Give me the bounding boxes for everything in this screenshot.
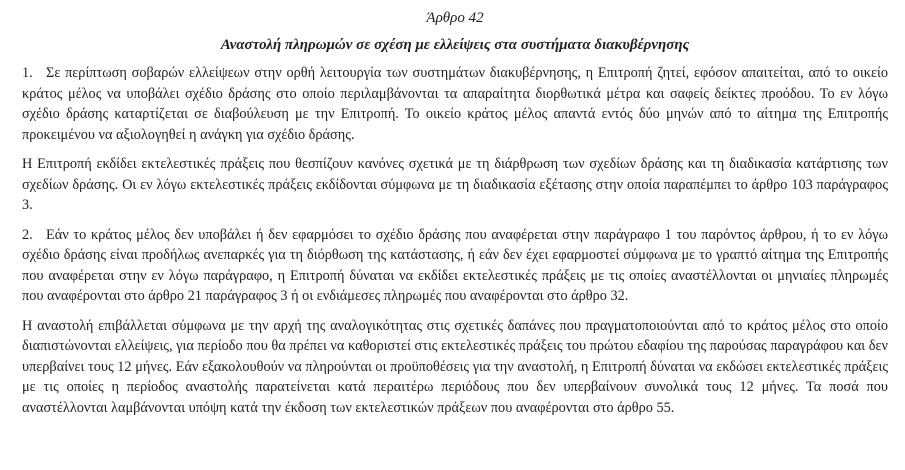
paragraph-text: Σε περίπτωση σοβαρών ελλείψεων στην ορθή λειτουργία των συστημάτων διακυβέρνησης, η Επιτροπή ζητεί, εφόσον απαιτείται, από το οικείο κράτος μέλος να υποβάλει σχέδιο δράσης στο οποίο περιλαμβάνονται τα απαραίτητα διορθωτικά μέτρα και σαφείς δείκτες προόδου. Το εν λόγω σχέδιο δράσης καταρτίζεται σε διαβούλευση με την Επιτροπή. Το οικείο κράτος μέλος απαντά εντός δύο μηνών από το αίτημα της Επιτροπής προκειμένου να αξιολογηθεί η ανάγκη για σχέδιο δράσης. [22, 65, 888, 143]
paragraph-text: Η αναστολή επιβάλλεται σύμφωνα με την αρχή της αναλογικότητας στις σχετικές δαπάνες που πραγματοποιούνται από το κράτος μέλος στο οποίο διαπιστώνονται ελλείψεις, για περίοδο που θα πρέπει να καθοριστεί στις εκτελεστικές πράξεις του πρώτου εδαφίου της παρούσας παραγράφου και δεν υπερβαίνει τους 12 μήνες. Εάν εξακολουθούν να πληρούνται οι προϋποθέσεις για την αναστολή, η Επιτροπή δύναται να εκδώσει εκτελεστικές πράξεις με τις οποίες η περίοδος αναστολής παρατείνεται κατά περαιτέρω περιόδους που δεν υπερβαίνουν συνολικά τους 12 μήνες. Τα ποσά που αναστέλλονται λαμβάνονται υπόψη κατά την έκδοση των εκτελεστικών πράξεων που αναφέρονται στο άρθρο 55. [22, 317, 888, 416]
article-number: Άρθρο 42 [426, 10, 484, 26]
paragraph-text: Η Επιτροπή εκδίδει εκτελεστικές πράξεις που θεσπίζουν κανόνες σχετικά με τη διάρθρωση των σχεδίων δράσης και τη διαδικασία κατάρτισης των σχεδίων δράσης. Οι εν λόγω εκτελεστικές πράξεις εκδίδονται σύμφωνα με τη διαδικασία εξέτασης στην οποία παραπέμπει το άρθρο 103 παράγραφος 3. [22, 156, 888, 213]
paragraph-2-subparagraph [22, 316, 888, 419]
document-page [22, 8, 888, 427]
paragraph-number: 1. [22, 65, 33, 81]
paragraph-number: 2. [22, 226, 33, 243]
paragraph-2 [22, 225, 888, 307]
paragraph-1-subparagraph [22, 154, 888, 216]
paragraph-text: Εάν το κράτος μέλος δεν υποβάλει ή δεν εφαρμόσει το σχέδιο δράσης που αναφέρεται στην παράγραφο 1 του παρόντος άρθρου, ή το εν λόγω σχέδιο δράσης είναι προδήλως ανεπαρκές για τη διόρθωση της κατάστασης, ή εάν δεν έχει εφαρμοστεί σύμφωνα με το γραπτό αίτημα της Επιτροπής που αναφέρεται στην εν λόγω παράγραφο, η Επιτροπή δύναται να εκδίδει εκτελεστικές πράξεις με τις οποίες αναστέλλονται οι μηνιαίες πληρωμές που αναφέρονται στο άρθρο 21 παράγραφος 3 ή οι ενδιάμεσες πληρωμές που αναφέρονται στο άρθρο 32. [22, 226, 888, 304]
article-title: Αναστολή πληρωμών σε σχέση με ελλείψεις στα συστήματα διακυβέρνησης [220, 37, 690, 53]
paragraph-1 [22, 63, 888, 145]
